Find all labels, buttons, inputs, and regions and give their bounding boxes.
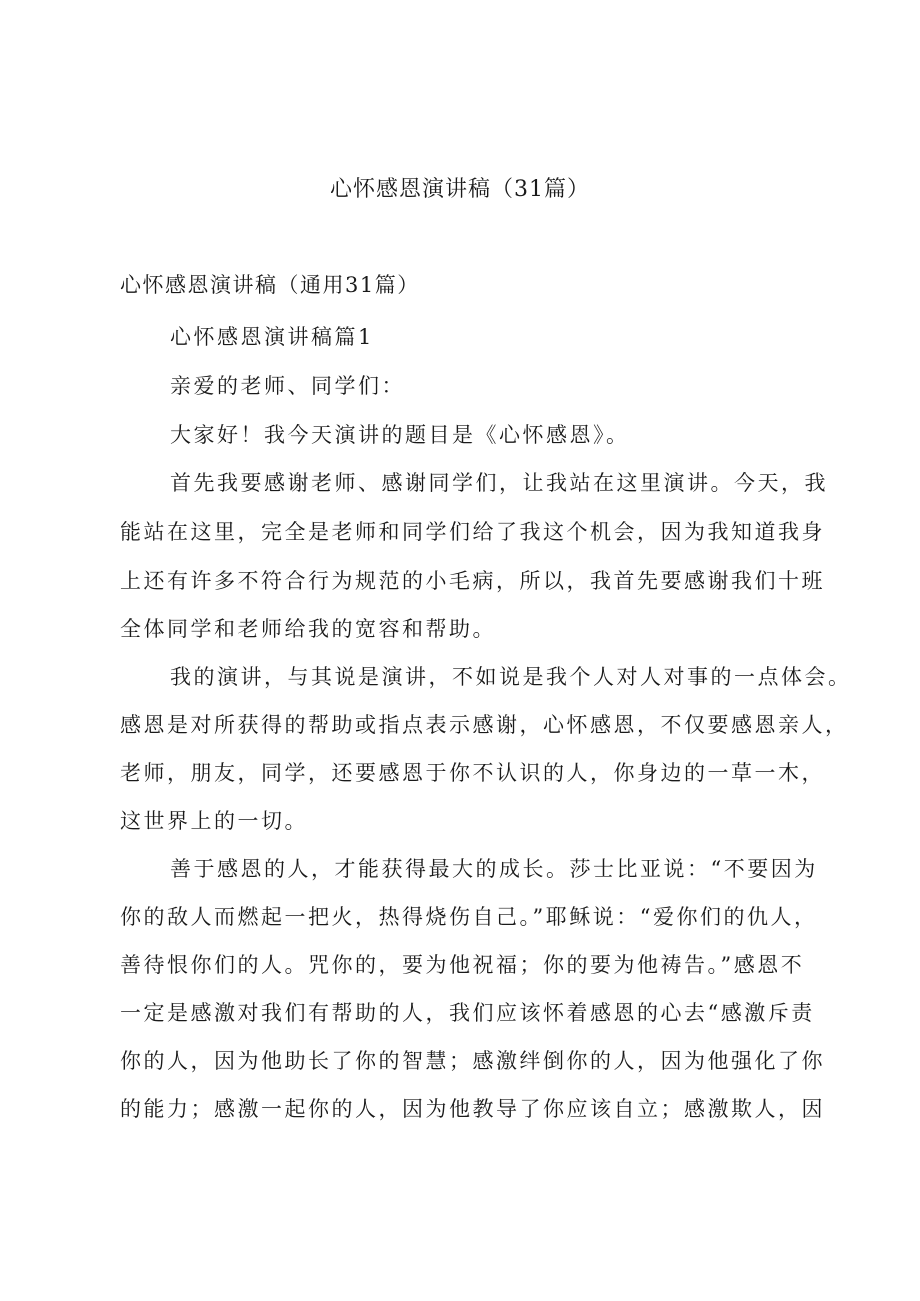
paragraph-3-line-1: 善于感恩的人，才能获得最大的成长。莎士比亚说：“不要因为 <box>170 857 818 881</box>
paragraph-1-line-1: 首先我要感谢老师、感谢同学们，让我站在这里演讲。今天，我 <box>170 471 828 495</box>
paragraph-1-line-4: 全体同学和老师给我的宽容和帮助。 <box>120 617 496 641</box>
paragraph-1-line-2: 能站在这里，完全是老师和同学们给了我这个机会，因为我知道我身 <box>120 520 825 544</box>
paragraph-3-line-5: 你的人，因为他助长了你的智慧；感激绊倒你的人，因为他强化了你 <box>120 1049 825 1073</box>
paragraph-3-line-3: 善待恨你们的人。咒你的，要为他祝福；你的要为他祷告。”感恩不 <box>120 953 805 977</box>
paragraph-2-line-1: 我的演讲，与其说是演讲，不如说是我个人对人对事的一点体会。 <box>170 665 852 689</box>
paragraph-3-line-4: 一定是感激对我们有帮助的人，我们应该怀着感恩的心去“感激斥责 <box>120 1001 815 1025</box>
paragraph-3-line-2: 你的敌人而燃起一把火，热得烧伤自己。”耶稣说：“爱你们的仇人， <box>120 905 818 929</box>
section-heading: 心怀感恩演讲稿篇1 <box>170 325 374 349</box>
opening-line: 大家好！我今天演讲的题目是《心怀感恩》。 <box>170 423 630 447</box>
paragraph-2-line-4: 这世界上的一切。 <box>120 809 308 833</box>
document-subtitle: 心怀感恩演讲稿（通用31篇） <box>120 273 420 297</box>
greeting-line: 亲爱的老师、同学们： <box>170 374 405 398</box>
paragraph-3-line-6: 的能力；感激一起你的人，因为他教导了你应该自立；感激欺人，因 <box>120 1097 825 1121</box>
paragraph-1-line-3: 上还有许多不符合行为规范的小毛病，所以，我首先要感谢我们十班 <box>120 569 825 593</box>
document-title: 心怀感恩演讲稿（31篇） <box>330 177 590 202</box>
paragraph-2-line-2: 感恩是对所获得的帮助或指点表示感谢，心怀感恩，不仅要感恩亲人， <box>120 713 849 737</box>
paragraph-2-line-3: 老师，朋友，同学，还要感恩于你不认识的人，你身边的一草一木， <box>120 761 825 785</box>
